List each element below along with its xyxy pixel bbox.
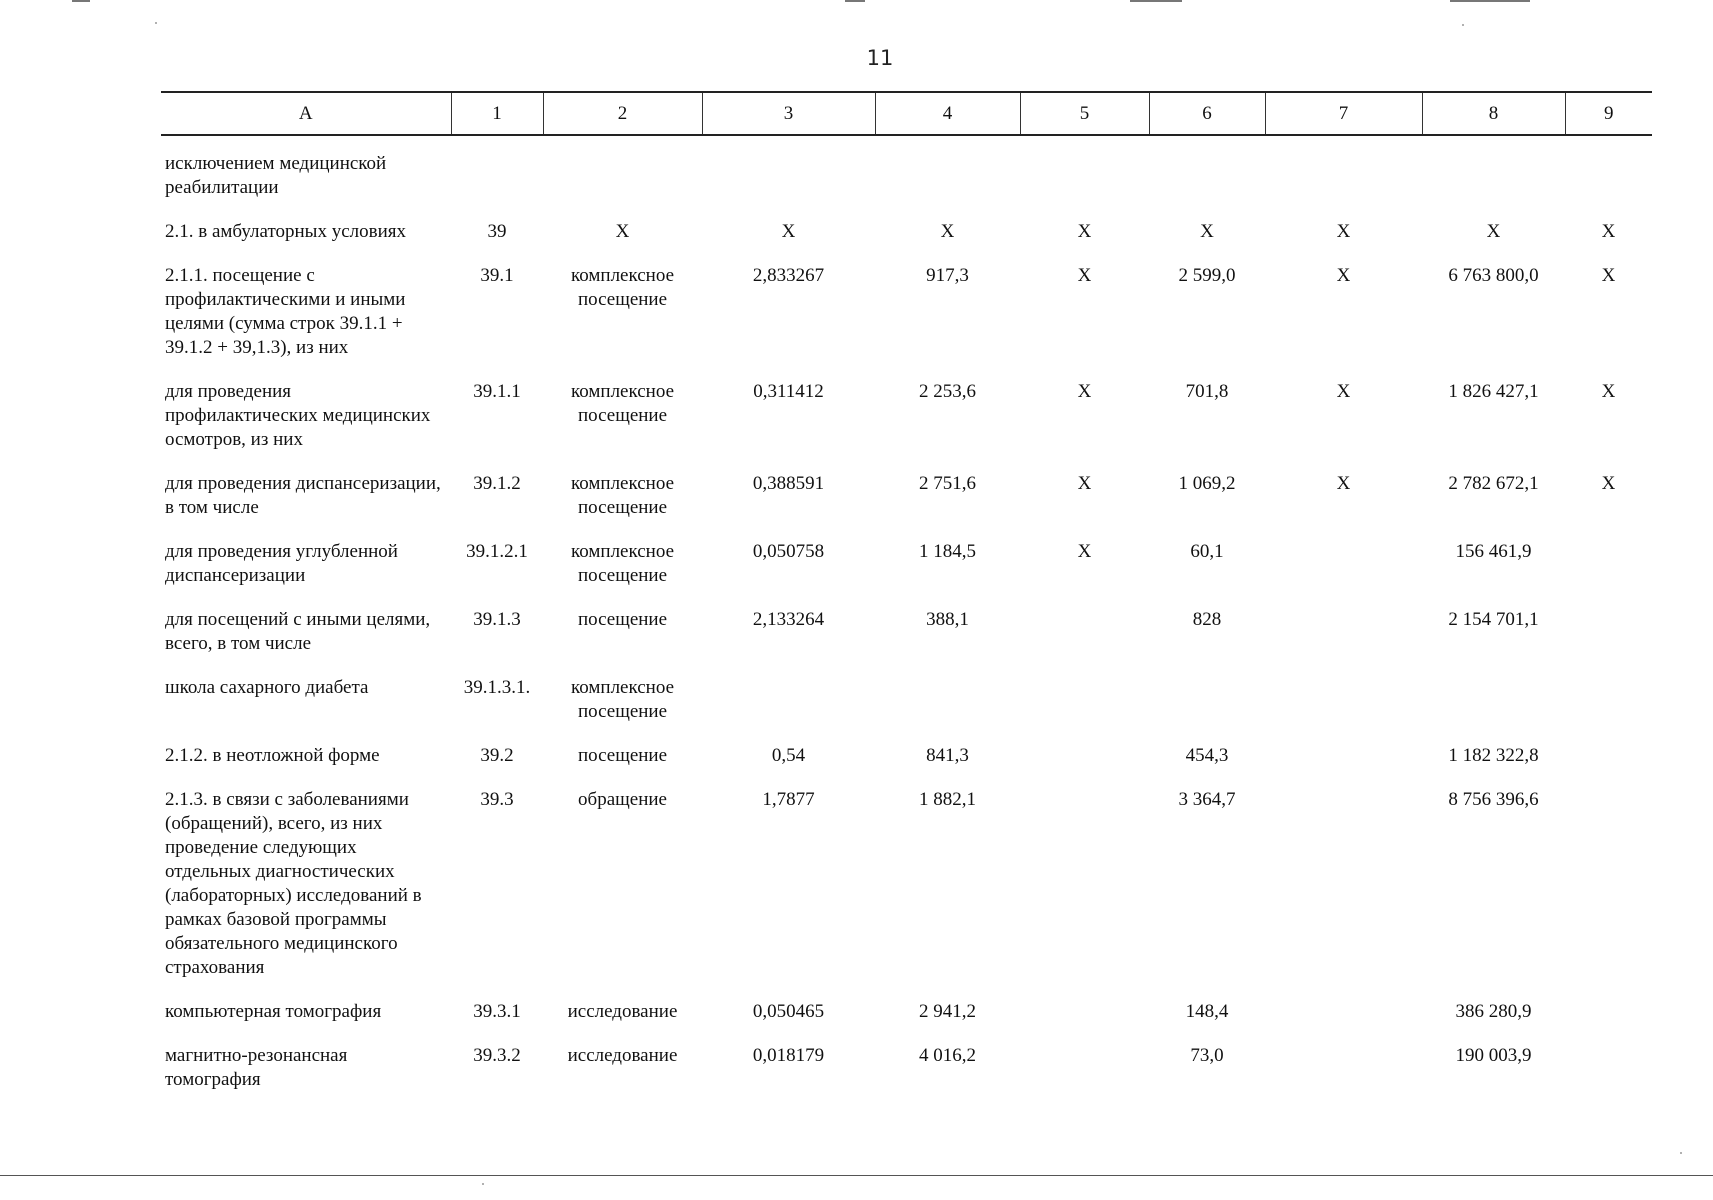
table-cell [1020, 608, 1149, 676]
table-cell: 0,388591 [752, 473, 825, 494]
table-cell [1565, 1044, 1652, 1112]
table-cell [1265, 1044, 1422, 1112]
table-cell: 841,3 [926, 745, 969, 766]
table-cell: 156 461,9 [1455, 541, 1532, 562]
table-row [161, 220, 1652, 264]
table-cell [1565, 1000, 1652, 1044]
table-cell [1565, 608, 1652, 676]
table-cell: 917,3 [926, 265, 969, 286]
table-cell: 39.1.3 [473, 609, 521, 630]
table-cell: 39.1 [480, 265, 514, 286]
table-cell: комплексное посещение [570, 381, 675, 426]
column-header: 9 [1565, 92, 1652, 135]
table-cell [1422, 135, 1565, 220]
table-cell [1265, 676, 1422, 744]
table-row [161, 676, 1652, 744]
table-row [161, 135, 1652, 220]
scan-speck [1680, 1152, 1682, 1154]
table-cell: X [1077, 473, 1092, 494]
table-cell: 148,4 [1185, 1001, 1229, 1022]
table-cell: X [1200, 221, 1214, 242]
table-cell: 1 069,2 [1178, 473, 1236, 494]
table-cell: 388,1 [926, 609, 969, 630]
table-cell [1265, 788, 1422, 1000]
table-cell: X [1077, 381, 1092, 402]
table-cell: обращение [578, 789, 667, 810]
table-cell: исследование [567, 1001, 678, 1022]
table-cell: 8 756 396,6 [1448, 789, 1539, 810]
table-cell [1020, 676, 1149, 744]
table-cell: X [940, 221, 955, 242]
row-label-cell: для проведения диспансеризации, в том числе [165, 473, 441, 518]
scan-speck [155, 22, 157, 24]
table-cell: 6 763 800,0 [1448, 265, 1539, 286]
table-cell [1565, 540, 1652, 608]
row-label-cell: 2.1. в амбулаторных условиях [165, 221, 406, 242]
table-cell: 2 253,6 [919, 381, 976, 402]
table-cell: комплексное посещение [570, 541, 675, 586]
table-cell: X [1601, 221, 1616, 242]
table-row [161, 1000, 1652, 1044]
table-cell: 39.1.1 [473, 381, 521, 402]
table-row [161, 264, 1652, 380]
table-cell: X [1077, 265, 1092, 286]
table-cell [1149, 676, 1265, 744]
table-row [161, 472, 1652, 540]
table-row [161, 540, 1652, 608]
table-cell: 0,311412 [753, 381, 824, 402]
table-cell: 4 016,2 [919, 1045, 976, 1066]
column-header: 2 [543, 92, 702, 135]
table-cell: X [1336, 381, 1351, 402]
table-cell: 2 941,2 [919, 1001, 976, 1022]
table-cell: 60,1 [1190, 541, 1224, 562]
table-cell: 1,7877 [762, 789, 815, 810]
row-label-cell: для проведения профилактических медицинских осмотров, из них [165, 381, 431, 450]
table-cell: X [1336, 473, 1351, 494]
row-label-cell: 2.1.1. посещение с профилактическими и иными целями (сумма строк 39.1.1 + 39.1.2 + 39,1.3), из них [165, 265, 406, 358]
table-cell: посещение [577, 609, 668, 630]
table-cell: 39.1.3.1. [463, 677, 531, 698]
column-header: 5 [1020, 92, 1149, 135]
table-cell: 39 [487, 221, 507, 242]
table-cell [1565, 135, 1652, 220]
table-cell: 386 280,9 [1455, 1001, 1532, 1022]
column-header: 1 [451, 92, 543, 135]
table-cell: 1 826 427,1 [1448, 381, 1539, 402]
column-header: А [161, 92, 451, 135]
table-cell: X [615, 221, 630, 242]
table-cell: X [781, 221, 796, 242]
scan-speck [482, 1183, 484, 1185]
table-cell [1265, 135, 1422, 220]
table-cell: 39.1.2.1 [466, 541, 528, 562]
data-table [161, 91, 1652, 1112]
table-cell: 0,050465 [752, 1001, 825, 1022]
table-cell [702, 135, 875, 220]
table-cell [1020, 135, 1149, 220]
table-cell [451, 135, 543, 220]
table-row [161, 744, 1652, 788]
table-cell: 0,54 [771, 745, 806, 766]
table-cell: 39.3 [480, 789, 514, 810]
table-cell: 0,018179 [752, 1045, 825, 1066]
column-header: 3 [702, 92, 875, 135]
scan-bottom-edge [0, 1175, 1713, 1176]
row-label-cell: компьютерная томография [165, 1001, 382, 1022]
table-cell: X [1601, 381, 1616, 402]
table-cell: 39.3.1 [473, 1001, 521, 1022]
table-cell: X [1601, 265, 1616, 286]
table-cell: 0,050758 [752, 541, 825, 562]
table-cell: исследование [567, 1045, 678, 1066]
column-header: 7 [1265, 92, 1422, 135]
table-cell: 828 [1192, 609, 1222, 630]
table-cell: 39.1.2 [473, 473, 521, 494]
row-label-cell: школа сахарного диабета [165, 677, 369, 698]
header-row [161, 92, 1652, 135]
table-row [161, 380, 1652, 472]
table-cell: X [1336, 265, 1351, 286]
table-cell: 2 599,0 [1178, 265, 1236, 286]
table-row [161, 608, 1652, 676]
table-row [161, 1044, 1652, 1112]
table-cell: 454,3 [1185, 745, 1229, 766]
table-cell: 2,133264 [752, 609, 825, 630]
table-cell: 2,833267 [752, 265, 825, 286]
table-cell: X [1077, 221, 1092, 242]
table-cell [543, 135, 702, 220]
table-cell: 1 184,5 [919, 541, 976, 562]
row-label-cell: исключением медицинской реабилитации [165, 153, 387, 198]
table-cell: 2 154 701,1 [1448, 609, 1539, 630]
table-cell [1422, 676, 1565, 744]
column-header: 8 [1422, 92, 1565, 135]
table-cell: 1 182 322,8 [1448, 745, 1539, 766]
table-cell [1565, 744, 1652, 788]
row-label-cell: 2.1.2. в неотложной форме [165, 745, 380, 766]
table-cell: 1 882,1 [919, 789, 976, 810]
table-cell [1020, 744, 1149, 788]
table-cell [1265, 744, 1422, 788]
table-cell [1565, 788, 1652, 1000]
table-row [161, 788, 1652, 1000]
table-cell: 39.3.2 [473, 1045, 521, 1066]
table-cell [875, 135, 1020, 220]
scan-artifact [1450, 0, 1530, 2]
column-header: 6 [1149, 92, 1265, 135]
table-cell: 3 364,7 [1178, 789, 1236, 810]
table-body [161, 135, 1652, 1112]
table-cell [1020, 788, 1149, 1000]
scan-artifact [845, 0, 865, 2]
table-cell: комплексное посещение [570, 677, 675, 722]
table-cell: посещение [577, 745, 668, 766]
page-number: 11 [866, 46, 894, 70]
table-cell [1265, 1000, 1422, 1044]
table-cell: 701,8 [1185, 381, 1229, 402]
table-cell [1149, 135, 1265, 220]
table-cell: X [1486, 221, 1501, 242]
scan-artifact [72, 0, 90, 2]
table-cell: X [1336, 221, 1351, 242]
column-header: 4 [875, 92, 1020, 135]
table-cell: комплексное посещение [570, 265, 675, 310]
table-cell [1565, 676, 1652, 744]
row-label-cell: для посещений с иными целями, всего, в том числе [165, 609, 431, 654]
table-cell [1020, 1044, 1149, 1112]
table-cell: 2 751,6 [919, 473, 976, 494]
row-label-cell: для проведения углубленной диспансеризации [165, 541, 398, 586]
table-cell: X [1601, 473, 1616, 494]
table-cell: 2 782 672,1 [1448, 473, 1539, 494]
table-cell [1265, 540, 1422, 608]
table-cell: 39.2 [480, 745, 514, 766]
table-header [161, 92, 1652, 135]
table-cell [702, 676, 875, 744]
scan-speck [1462, 24, 1464, 26]
row-label-cell: 2.1.3. в связи с заболеваниями (обращений), всего, из них проведение следующих отдельных диагностических (лабораторных) исследований в рамках базовой программы обязательного медицинского страхования [165, 789, 422, 978]
table-cell [875, 676, 1020, 744]
row-label-cell: магнитно-резонансная томография [165, 1045, 348, 1090]
scan-artifact [1130, 0, 1182, 2]
table-cell: 73,0 [1190, 1045, 1224, 1066]
table-cell: X [1077, 541, 1092, 562]
table-cell: 190 003,9 [1455, 1045, 1532, 1066]
table-cell [1020, 1000, 1149, 1044]
table-cell: комплексное посещение [570, 473, 675, 518]
table-cell [1265, 608, 1422, 676]
